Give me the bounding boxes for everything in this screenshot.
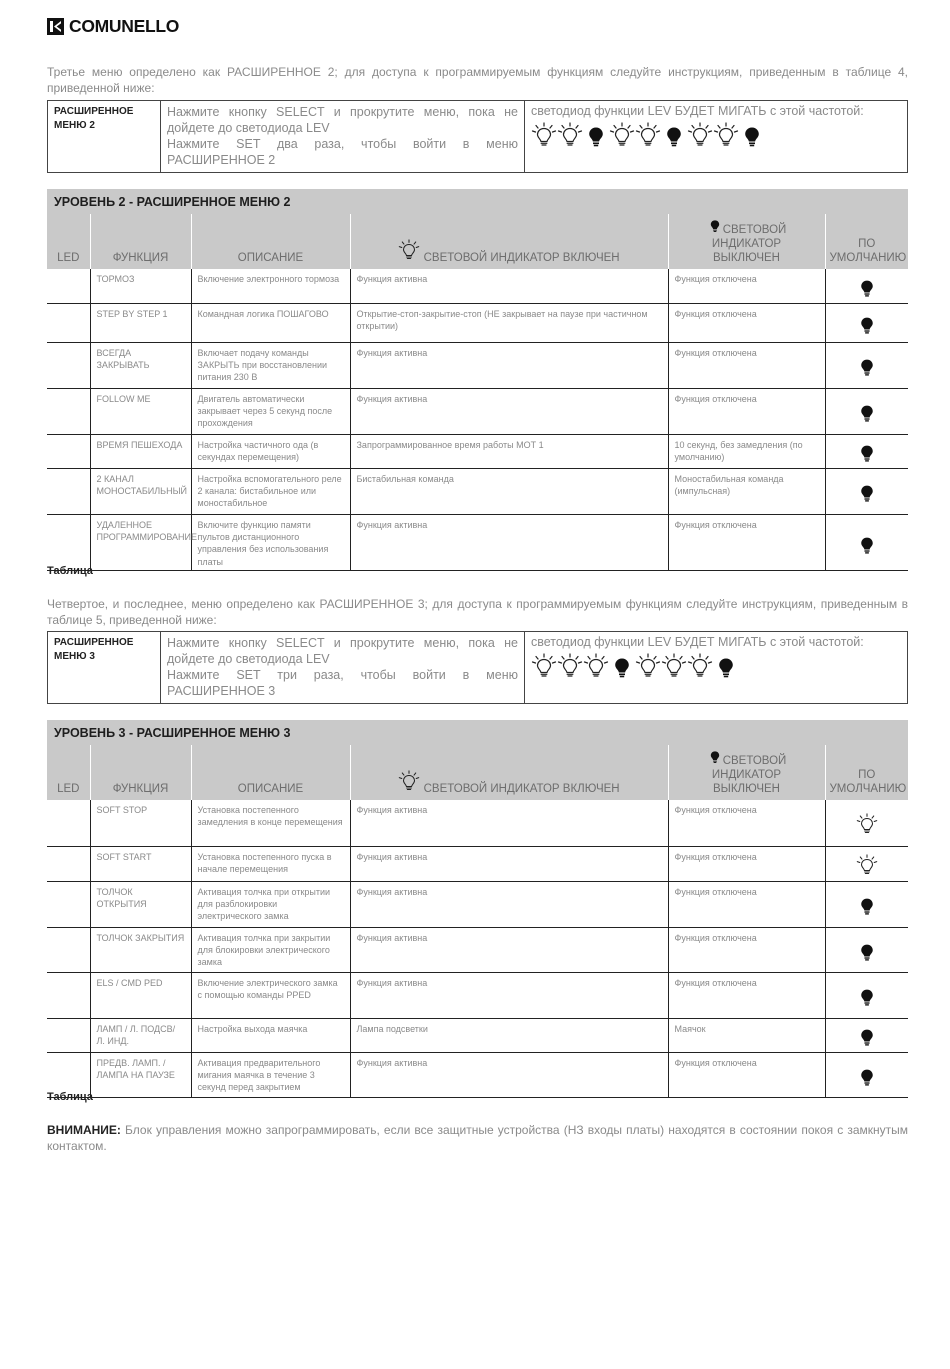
- led-cell: [47, 927, 90, 972]
- menu2-led-pattern: светодиод функции LEV БУДЕТ МИГАТЬ с этой частотой:: [525, 101, 907, 172]
- function-cell: SOFT STOP: [90, 800, 191, 846]
- header-description: ОПИСАНИЕ: [191, 745, 350, 800]
- bulb-on-icon: [557, 653, 583, 682]
- description-cell: Включение электрического замка с помощью команды PPED: [191, 972, 350, 1018]
- logo-mark-icon: [47, 18, 64, 35]
- function-cell: УДАЛЕННОЕ ПРОГРАММИРОВАНИЕ: [90, 514, 191, 571]
- bulb-off-icon: [856, 455, 878, 465]
- description-cell: Включение электронного тормоза: [191, 269, 350, 303]
- bulb-on-icon: [609, 122, 635, 151]
- function-cell: FOLLOW ME: [90, 388, 191, 434]
- warning-note: [47, 1122, 908, 1154]
- led-off-cell: Функция отключена: [668, 927, 825, 972]
- default-cell: [825, 846, 908, 881]
- led-cell: [47, 434, 90, 468]
- bulb-off-icon: [856, 495, 878, 505]
- level3-rows: [47, 800, 908, 1097]
- led-on-cell: Функция активна: [350, 1052, 668, 1097]
- level3-table: [47, 745, 908, 1098]
- led-on-cell: Открытие-стоп-закрытие-стоп (НЕ закрывает на паузе при частичном открытии): [350, 303, 668, 342]
- led-on-cell: Функция активна: [350, 269, 668, 303]
- blink-pattern: [531, 122, 901, 151]
- led-off-cell: Функция отключена: [668, 800, 825, 846]
- bulb-off-icon: [713, 653, 739, 682]
- menu3-led-pattern: светодиод функции LEV БУДЕТ МИГАТЬ с этой частотой:: [525, 632, 907, 703]
- default-cell: [825, 800, 908, 846]
- description-cell: Активация предварительного мигания маячка в течение 3 секунд перед закрытием: [191, 1052, 350, 1097]
- bulb-off-icon: [609, 653, 635, 682]
- function-cell: ВСЕГДА ЗАКРЫВАТЬ: [90, 342, 191, 388]
- led-cell: [47, 881, 90, 927]
- bulb-off-icon: [856, 954, 878, 964]
- led-off-cell: 10 секунд, без замедления (по умолчанию): [668, 434, 825, 468]
- menu3-name: РАСШИРЕННОЕ МЕНЮ 3: [48, 632, 161, 703]
- led-cell: [47, 514, 90, 571]
- bulb-off-icon: [856, 999, 878, 1009]
- led-off-cell: Функция отключена: [668, 881, 825, 927]
- bulb-off-icon: [739, 122, 765, 151]
- led-on-cell: Функция активна: [350, 927, 668, 972]
- bulb-on-icon: [583, 653, 609, 682]
- header-led-off: СВЕТОВОЙ ИНДИКАТОР ВЫКЛЮЧЕН: [668, 214, 825, 269]
- bulb-off-icon: [707, 217, 723, 237]
- level2-rows: [47, 269, 908, 571]
- bulb-on-icon: [531, 122, 557, 151]
- bulb-on-icon: [856, 827, 878, 837]
- warning-text: Блок управления можно запрограммировать, если все защитные устройства (НЗ входы платы) находятся в состоянии покоя с замкнутым контактом.: [47, 1123, 908, 1153]
- led-on-cell: Функция активна: [350, 388, 668, 434]
- function-cell: ТОЛЧОК ЗАКРЫТИЯ: [90, 927, 191, 972]
- table-caption-4: Таблица: [47, 565, 93, 577]
- function-cell: 2 КАНАЛ МОНОСТАБИЛЬНЫЙ: [90, 468, 191, 514]
- function-cell: STEP BY STEP 1: [90, 303, 191, 342]
- led-on-cell: Функция активна: [350, 514, 668, 571]
- menu2-box: [47, 100, 908, 173]
- default-cell: [825, 972, 908, 1018]
- led-on-cell: Функция активна: [350, 800, 668, 846]
- description-cell: Включает подачу команды ЗАКРЫТЬ при восстановлении питания 230 В: [191, 342, 350, 388]
- led-cell: [47, 468, 90, 514]
- table-row: [47, 514, 908, 571]
- led-cell: [47, 846, 90, 881]
- led-on-cell: Функция активна: [350, 881, 668, 927]
- default-cell: [825, 468, 908, 514]
- brand-logo: [47, 16, 179, 37]
- bulb-on-icon: [687, 653, 713, 682]
- header-function: ФУНКЦИЯ: [90, 214, 191, 269]
- description-cell: Настройка выхода маячка: [191, 1018, 350, 1052]
- bulb-on-icon: [635, 122, 661, 151]
- led-cell: [47, 269, 90, 303]
- table-row: [47, 972, 908, 1018]
- description-cell: Активация толчка при закрытии для блокировки электрического замка: [191, 927, 350, 972]
- bulb-off-icon: [856, 290, 878, 300]
- led-off-cell: Моностабильная команда (импульсная): [668, 468, 825, 514]
- default-cell: [825, 1018, 908, 1052]
- bulb-off-icon: [856, 547, 878, 557]
- led-off-cell: Функция отключена: [668, 1052, 825, 1097]
- header-led-off: СВЕТОВОЙ ИНДИКАТОР ВЫКЛЮЧЕН: [668, 745, 825, 800]
- table-row: [47, 881, 908, 927]
- header-default: ПО УМОЛЧАНИЮ: [825, 745, 908, 800]
- table-row: [47, 1018, 908, 1052]
- menu3-instructions: Нажмите кнопку SELECT и прокрутите меню, пока не дойдете до светодиода LEV Нажмите SET три раза, чтобы войти в меню РАСШИРЕННОЕ 3: [161, 632, 525, 703]
- bulb-off-icon: [856, 1079, 878, 1089]
- led-cell: [47, 342, 90, 388]
- table-row: [47, 800, 908, 846]
- bulb-off-icon: [856, 908, 878, 918]
- default-cell: [825, 269, 908, 303]
- led-off-cell: Маячок: [668, 1018, 825, 1052]
- description-cell: Установка постепенного пуска в начале перемещения: [191, 846, 350, 881]
- bulb-on-icon: [557, 122, 583, 151]
- header-led-on: СВЕТОВОЙ ИНДИКАТОР ВКЛЮЧЕН: [350, 214, 668, 269]
- blink-pattern: [531, 653, 901, 682]
- led-cell: [47, 972, 90, 1018]
- default-cell: [825, 303, 908, 342]
- led-on-cell: Запрограммированное время работы МОТ 1: [350, 434, 668, 468]
- led-off-cell: Функция отключена: [668, 846, 825, 881]
- led-off-cell: Функция отключена: [668, 388, 825, 434]
- led-on-cell: Лампа подсветки: [350, 1018, 668, 1052]
- default-cell: [825, 1052, 908, 1097]
- table-row: [47, 927, 908, 972]
- function-cell: ЛАМП / Л. ПОДСВ/ Л. ИНД.: [90, 1018, 191, 1052]
- function-cell: SOFT START: [90, 846, 191, 881]
- intro-paragraph-1: Третье меню определено как РАСШИРЕННОЕ 2; для доступа к программируемым функциям следуйте инструкциям, приведенным в таблице 4, приведенной ниже:: [47, 65, 908, 95]
- description-cell: Установка постепенного замедления в конце перемещения: [191, 800, 350, 846]
- bulb-on-icon: [635, 653, 661, 682]
- led-cell: [47, 1018, 90, 1052]
- description-cell: Включите функцию памяти пультов дистанционного управления без использования платы: [191, 514, 350, 571]
- bulb-on-icon: [661, 653, 687, 682]
- led-off-cell: Функция отключена: [668, 972, 825, 1018]
- table-row: [47, 269, 908, 303]
- bulb-off-icon: [856, 327, 878, 337]
- brand-name: COMUNELLO: [69, 16, 180, 36]
- warning-label: ВНИМАНИЕ:: [47, 1123, 121, 1137]
- level2-title: УРОВЕНЬ 2 - РАСШИРЕННОЕ МЕНЮ 2: [47, 189, 908, 214]
- bulb-off-icon: [856, 369, 878, 379]
- menu2-instructions: Нажмите кнопку SELECT и прокрутите меню, пока не дойдете до светодиода LEV Нажмите SET два раза, чтобы войти в меню РАСШИРЕННОЕ 2: [161, 101, 525, 172]
- led-on-cell: Функция активна: [350, 342, 668, 388]
- bulb-on-icon: [713, 122, 739, 151]
- bulb-off-icon: [856, 415, 878, 425]
- table-row: [47, 1052, 908, 1097]
- menu2-name: РАСШИРЕННОЕ МЕНЮ 2: [48, 101, 161, 172]
- description-cell: Активация толчка при открытии для разблокировки электрического замка: [191, 881, 350, 927]
- table-row: [47, 468, 908, 514]
- intro-paragraph-2: Четвертое, и последнее, меню определено как РАСШИРЕННОЕ 3; для доступа к программируемым функциям следуйте инструкциям, приведенным в таблице 5, приведенной ниже:: [47, 597, 908, 627]
- table-row: [47, 846, 908, 881]
- led-cell: [47, 800, 90, 846]
- header-led: LED: [47, 214, 90, 269]
- bulb-on-icon: [398, 770, 420, 796]
- bulb-off-icon: [856, 1039, 878, 1049]
- led-cell: [47, 388, 90, 434]
- function-cell: ПРЕДВ. ЛАМП. / ЛАМПА НА ПАУЗЕ: [90, 1052, 191, 1097]
- description-cell: Двигатель автоматически закрывает через 5 секунд после прохождения: [191, 388, 350, 434]
- table-row: [47, 388, 908, 434]
- table-row: [47, 303, 908, 342]
- default-cell: [825, 342, 908, 388]
- menu3-box: [47, 631, 908, 704]
- bulb-on-icon: [398, 239, 420, 265]
- default-cell: [825, 881, 908, 927]
- header-function: ФУНКЦИЯ: [90, 745, 191, 800]
- default-cell: [825, 388, 908, 434]
- bulb-on-icon: [856, 868, 878, 878]
- function-cell: ТОРМОЗ: [90, 269, 191, 303]
- table-row: [47, 434, 908, 468]
- default-cell: [825, 927, 908, 972]
- level2-table: [47, 214, 908, 571]
- default-cell: [825, 514, 908, 571]
- led-off-cell: Функция отключена: [668, 342, 825, 388]
- header-led-on: СВЕТОВОЙ ИНДИКАТОР ВКЛЮЧЕН: [350, 745, 668, 800]
- header-description: ОПИСАНИЕ: [191, 214, 350, 269]
- bulb-on-icon: [531, 653, 557, 682]
- description-cell: Настройка вспомогательного реле 2 канала: бистабильное или моностабильное: [191, 468, 350, 514]
- bulb-off-icon: [707, 748, 723, 768]
- led-off-cell: Функция отключена: [668, 269, 825, 303]
- function-cell: ВРЕМЯ ПЕШЕХОДА: [90, 434, 191, 468]
- default-cell: [825, 434, 908, 468]
- bulb-off-icon: [583, 122, 609, 151]
- table-row: [47, 342, 908, 388]
- level3-title: УРОВЕНЬ 3 - РАСШИРЕННОЕ МЕНЮ 3: [47, 720, 908, 745]
- description-cell: Командная логика ПОШАГОВО: [191, 303, 350, 342]
- function-cell: ELS / CMD PED: [90, 972, 191, 1018]
- header-default: ПО УМОЛЧАНИЮ: [825, 214, 908, 269]
- led-on-cell: Бистабильная команда: [350, 468, 668, 514]
- led-on-cell: Функция активна: [350, 972, 668, 1018]
- description-cell: Настройка частичного ода (в секундах перемещения): [191, 434, 350, 468]
- bulb-off-icon: [661, 122, 687, 151]
- header-led: LED: [47, 745, 90, 800]
- bulb-on-icon: [687, 122, 713, 151]
- led-cell: [47, 303, 90, 342]
- led-off-cell: Функция отключена: [668, 303, 825, 342]
- led-on-cell: Функция активна: [350, 846, 668, 881]
- function-cell: ТОЛЧОК ОТКРЫТИЯ: [90, 881, 191, 927]
- led-off-cell: Функция отключена: [668, 514, 825, 571]
- table-caption-5: Таблица: [47, 1091, 93, 1103]
